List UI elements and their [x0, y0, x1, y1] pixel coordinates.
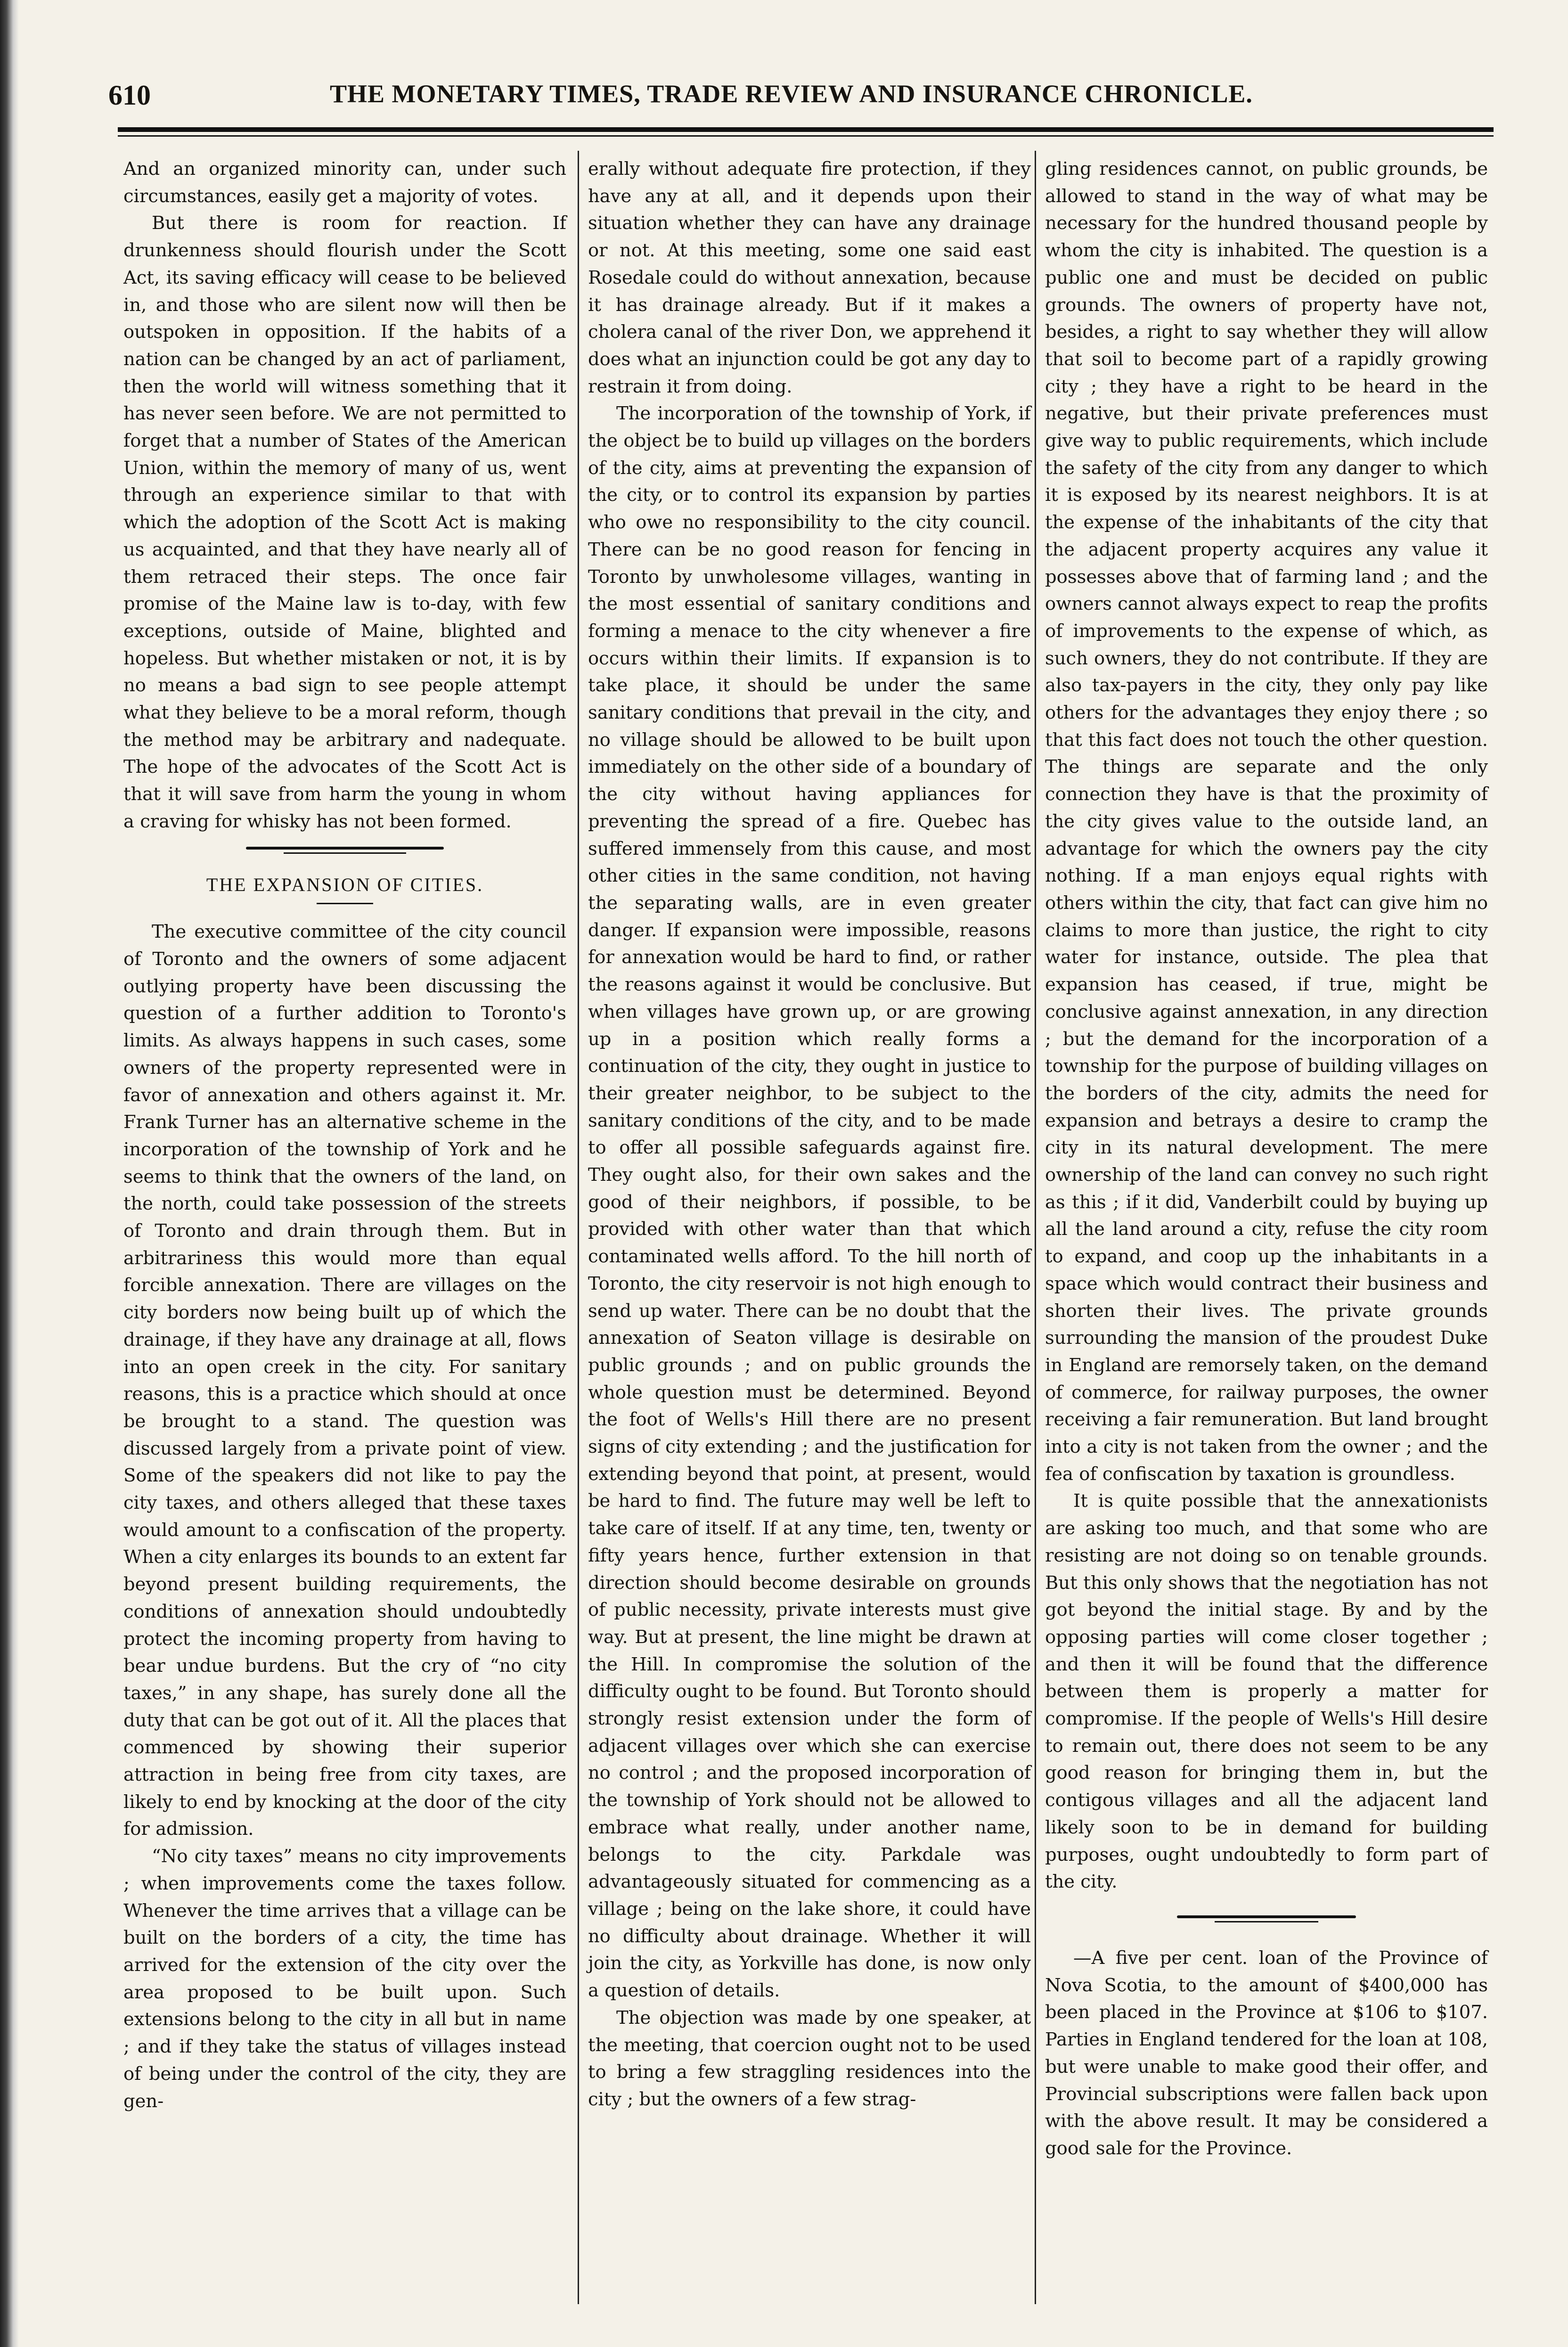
paragraph: The incorporation of the township of York, if the object be to build up villages on the borders of the city, aims at preventing the expansion of the city, or to control its expansion by parties who owe no responsibility to the city council. There can be no good reason for fencing in Toronto by unwholesome villages, wanting in the most essential of sanitary conditions and forming a menace to the city whenever a fire occurs within their limits. If expansion is to take place, it should be under the same sanitary conditions that prevail in the city, and no village should be allowed to be built upon immediately on the other side of a boundary of the city without having appliances for preventing the spread of a fire. Quebec has suffered immensely from this cause, and most other cities in the same condition, not having the separating walls, are in even greater danger. If expansion were impossible, reasons for annexation would be hard to find, or rather the reasons against it would be conclusive. But when villages have grown up, or are growing up in a position which really forms a continuation of the city, they ought in justice to their greater neighbor, to be subject to the sanitary conditions of the city, and to be made to offer all possible safeguards against fire. They ought also, for their own sakes and the good of their neighbors, if possible, to be provided with other water than that which contaminated wells afford. To the hill north of Toronto, the city reservoir is not high enough to send up water. There can be no doubt that the annexation of Seaton village is desirable on public grounds ; and on public grounds the whole question must be determined. Beyond the foot of Wells's Hill there are no present signs of city extending ; and the justification for extending beyond that point, at present, would be hard to find. The future may well be left to take care of itself. If at any time, ten, twenty or fifty years hence, further extension in that direction should become desirable on grounds of public necessity, private interests must give way. But at present, the line might be drawn at the Hill. In compromise the solution of the difficulty ought to be found. But Toronto should strongly resist extension under the form of adjacent villages over which she can exercise no control ; and the proposed incorporation of the township of York should not be allowed to embrace what really, under another name, belongs to the city. Parkdale was advantageously situated for commencing as a village ; being on the lake shore, it could have no difficulty about drainage. Whether it will join the city, as Yorkville has done, is now only a question of details.: [588, 403, 1031, 2002]
column-3: [1045, 155, 1488, 2162]
news-item: —A five per cent. loan of the Province of Nova Scotia, to the amount of $400,000 has been placed in the Province at $106 to $107. Parties in England tendered for the loan at 108, but were unable to make good their offer, and Provincial subscriptions were fallen back upon with the above result. It may be considered a good sale for the Province.: [1045, 1947, 1488, 2159]
paragraph: erally without adequate fire protection, if they have any at all, and it depends upon their situation whether they can have any drainage or not. At this meeting, some one said east Rosedale could do without annexation, because it has drainage already. But if it makes a cholera canal of the river Don, we apprehend it does what an injunction could be got any day to restrain it from doing.: [588, 158, 1031, 397]
header-rule-thin: [118, 135, 1494, 137]
page-header: [108, 79, 1498, 122]
paragraph: The executive committee of the city council of Toronto and the owners of some adjacent outlying property have been discussing the question of a further addition to Toronto's limits. As always happens in such cases, some owners of the property represented were in favor of annexation and others against it. Mr. Frank Turner has an alternative scheme in the incorporation of the township of York and he seems to think that the owners of the land, on the north, could take possession of the streets of Toronto and drain through them. But in arbitrariness this would more than equal forcible annexation. There are villages on the city borders now being built up of which the drainage, if they have any drainage at all, flows into an open creek in the city. For sanitary reasons, this is a practice which should at once be brought to a stand. The question was discussed largely from a private point of view. Some of the speakers did not like to pay the city taxes, and others alleged that these taxes would amount to a confiscation of the property. When a city enlarges its bounds to an extent far beyond present building requirements, the conditions of annexation should undoubtedly protect the incoming property from having to bear undue burdens. But the cry of “no city taxes,” in any shape, has surely done all the duty that can be got out of it. All the places that commenced by showing their superior attraction in being free from city taxes, are likely to end by knocking at the door of the city for admission.: [123, 921, 566, 1840]
paragraph: But there is room for reaction. If drunkenness should flourish under the Scott Act, its saving efficacy will cease to be believed in, and those who are silent now will then be outspoken in opposition. If the habits of a nation can be changed by an act of parliament, then the world will witness something that it has never seen before. We are not permitted to forget that a number of States of the American Union, within the memory of many of us, went through an experience similar to that with which the adoption of the Scott Act is making us acquainted, and that they have nearly all of them retraced their steps. The once fair promise of the Maine law is to-day, with few exceptions, outside of Maine, blighted and hopeless. But whether mistaken or not, it is by no means a bad sign to see people attempt what they believe to be a moral reform, though the method may be arbitrary and nadequate. The hope of the advocates of the Scott Act is that it will save from harm the young in whom a craving for whisky has not been formed.: [123, 213, 566, 832]
column-divider: [578, 151, 579, 2304]
paragraph: And an organized minority can, under such circumstances, easily get a majority of votes.: [123, 158, 566, 207]
page-binding-edge: [0, 0, 19, 2347]
column-divider: [1035, 151, 1036, 2304]
section-divider: [246, 844, 444, 857]
paragraph: “No city taxes” means no city improvements ; when improvements come the taxes follow. Whenever the time arrives that a village can be built on the borders of a city, the time has arrived for the extension of the city over the area proposed to be built upon. Such extensions belong to the city in all but in name ; and if they take the status of villages instead of being under the control of the city, they are gen-: [123, 1846, 566, 2112]
page-title: THE MONETARY TIMES, TRADE REVIEW AND INSURANCE CHRONICLE.: [330, 80, 1253, 108]
paragraph: It is quite possible that the annexationists are asking too much, and that some who are resisting are not doing so on tenable grounds. But this only shows that the negotiation has not got beyond the initial stage. By and by the opposing parties will come closer together ; and then it will be found that the difference between them is properly a matter for compromise. If the people of Wells's Hill desire to remain out, there does not seem to be any good reason for bringing them in, but the contigous villages and all the adjacent land likely soon to be in demand for building purposes, ought undoubtedly to form part of the city.: [1045, 1490, 1488, 1893]
page-number: 610: [108, 80, 151, 111]
column-2: [588, 155, 1031, 2113]
header-rule: [118, 127, 1494, 132]
heading-rule: [317, 903, 373, 904]
article-heading: THE EXPANSION OF CITIES.: [206, 874, 484, 895]
paragraph: gling residences cannot, on public grounds, be allowed to stand in the way of what may be necessary for the hundred thousand people by whom the city is inhabited. The question is a public one and must be decided on public grounds. The owners of property have not, besides, a right to say whether they will allow that soil to become part of a rapidly growing city ; they have a right to be heard in the negative, but their private preferences must give way to public requirements, which include the safety of the city from any danger to which it is exposed by its nearest neighbors. It is at the expense of the inhabitants of the city that the adjacent property acquires any value it possesses above that of farming land ; and the owners cannot always expect to reap the profits of improvements to the expense of which, as such owners, they do not contribute. If they are also tax-payers in the city, they only pay like others for the advantages they enjoy there ; so that this fact does not touch the other question. The things are separate and the only connection they have is that the proximity of the city gives value to the outside land, an advantage for which the owners pay the city nothing. If a man enjoys equal rights with others within the city, that fact can give him no claims to more than justice, the right to city water for instance, outside. The plea that expansion has ceased, if true, might be conclusive against annexation, in any direction ; but the demand for the incorporation of a township for the purpose of building villages on the borders of the city, admits the need for expansion and betrays a desire to cramp the city in its natural development. The mere ownership of the land can convey no such right as this ; if it did, Vanderbilt could by buying up all the land around a city, refuse the city room to expand, and coop up the inhabitants in a space which would contract their business and shorten their lives. The private grounds surrounding the mansion of the proudest Duke in England are remorsely taken, on the demand of commerce, for railway purposes, the owner receiving a fair remuneration. But land brought into a city is not taken from the owner ; and the fea of confiscation by taxation is groundless.: [1045, 158, 1488, 1485]
column-1: [123, 155, 566, 2115]
paragraph: The objection was made by one speaker, at the meeting, that coercion ought not to be used to bring a few straggling residences into the city ; but the owners of a few strag-: [588, 2007, 1031, 2110]
section-divider: [1177, 1913, 1356, 1926]
